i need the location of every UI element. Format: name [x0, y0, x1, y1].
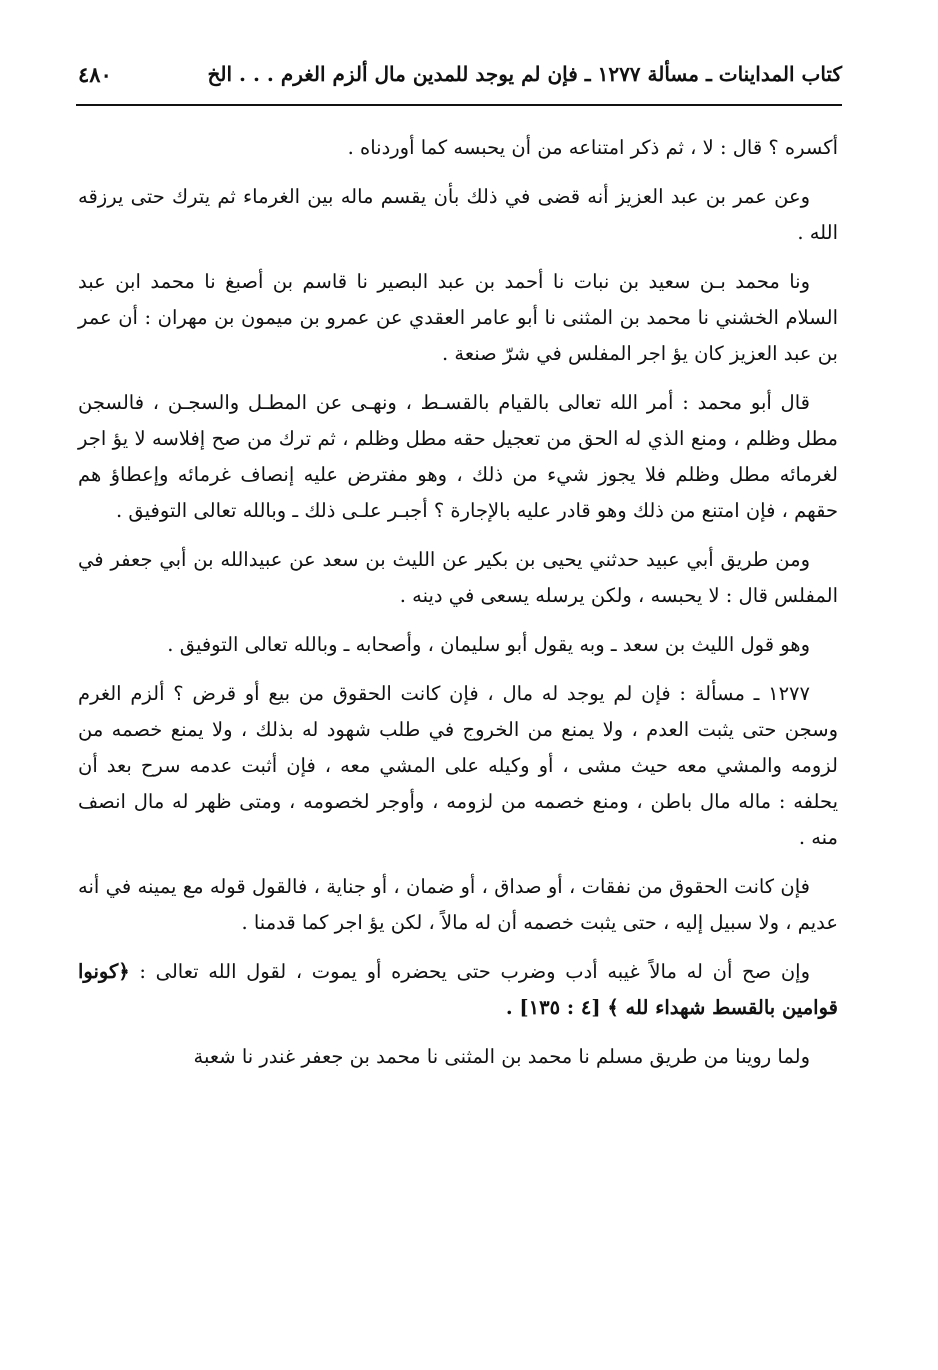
paragraph-9-text: وإن صح أن له مالاً غيبه أدب وضرب حتى يحضره أو يموت ، لقول الله تعالى :	[139, 960, 810, 983]
paragraph-6: وهو قول الليث بن سعد ـ وبه يقول أبو سليمان ، وأصحابه ـ وبالله تعالى التوفيق .	[167, 633, 810, 656]
quran-quote: ﴿كونوا قوامين بالقسط شهداء لله ﴾ [٤ : ١٣٥] .	[78, 960, 838, 1019]
paragraph-5: ومن طريق أبي عبيد حدثني يحيى بن بكير عن الليث بن سعد عن عبيدالله بن أبي جعفر في المفلس قال : لا يحبسه ، ولكن يرسله يسعى في دينه .	[78, 548, 838, 607]
body-text	[78, 130, 838, 1088]
paragraph-3: ونا محمد بـن سعيد بن نبات نا أحمد بن عبد البصير نا قاسم بن أصبغ نا محمد ابن عبد السلام الخشني نا محمد بن المثنى نا أبو عامر العقدي عن عمرو بن ميمون بن مهران : أن عمر بن عبد العزيز كان يؤ اجر المفلس في شرّ صنعة .	[78, 270, 838, 365]
header-divider	[76, 104, 842, 106]
paragraph-9	[78, 954, 838, 1026]
paragraph-10: ولما روينا من طريق مسلم نا محمد بن المثنى نا محمد بن جعفر غندر نا شعبة	[193, 1045, 810, 1068]
paragraph-1: أكسره ؟ قال : لا ، ثم ذكر امتناعه من أن يحبسه كما أوردناه .	[347, 136, 838, 159]
paragraph-8: فإن كانت الحقوق من نفقات ، أو صداق ، أو ضمان ، أو جناية ، فالقول قوله مع يمينه في أنه عديم ، ولا سبيل إليه ، حتى يثبت خصمه أن له مالاً ، لكن يؤ اجر كما قدمنا .	[78, 875, 838, 934]
paragraph-4: قال أبو محمد : أمر الله تعالى بالقيام بالقسـط ، ونهـى عن المطـل والسجـن ، فالسجن مطل وظلم ، ومنع الذي له الحق من تعجيل حقه مطل وظلم ، ثم ترك من صح إفلاسه لا يؤ اجر لغرمائه مطل وظلم فلا يجوز شيء من ذلك ، وهو مفترض عليه إنصاف غرمائه وإعطاؤ هم حقهم ، فإن امتنع من ذلك وهو قادر عليه بالإجارة ؟ أجبـر علـى ذلك ـ وبالله تعالى التوفيق .	[78, 391, 838, 522]
running-header	[78, 52, 842, 96]
paragraph-7-masala-1277: ١٢٧٧ ـ مسألة : فإن لم يوجد له مال ، فإن كانت الحقوق من بيع أو قرض ؟ ألزم الغرم وسجن حتى يثبت العدم ، ولا يمنع من الخروج في طلب شهود له بذلك ، ولا يمنع خصمه من لزومه والمشي معه حيث مشى ، أو وكيله على المشي معه ، فإن أثبت عدمه سرح بعد أن يحلفه : ماله مال باطن ، ومنع خصمه من لزومه ، وأوجر لخصومه ، ومتى ظهر له مال انصف منه .	[78, 682, 838, 849]
running-title: كتاب المداينات ـ مسألة ١٢٧٧ ـ فإن لم يوجد للمدين مال ألزم الغرم . . . الخ	[207, 62, 842, 86]
paragraph-2: وعن عمر بن عبد العزيز أنه قضى في ذلك بأن يقسم ماله بين الغرماء ثم يترك حتى يرزقه الله .	[78, 185, 838, 244]
page-number: ٤٨٠	[78, 61, 112, 87]
